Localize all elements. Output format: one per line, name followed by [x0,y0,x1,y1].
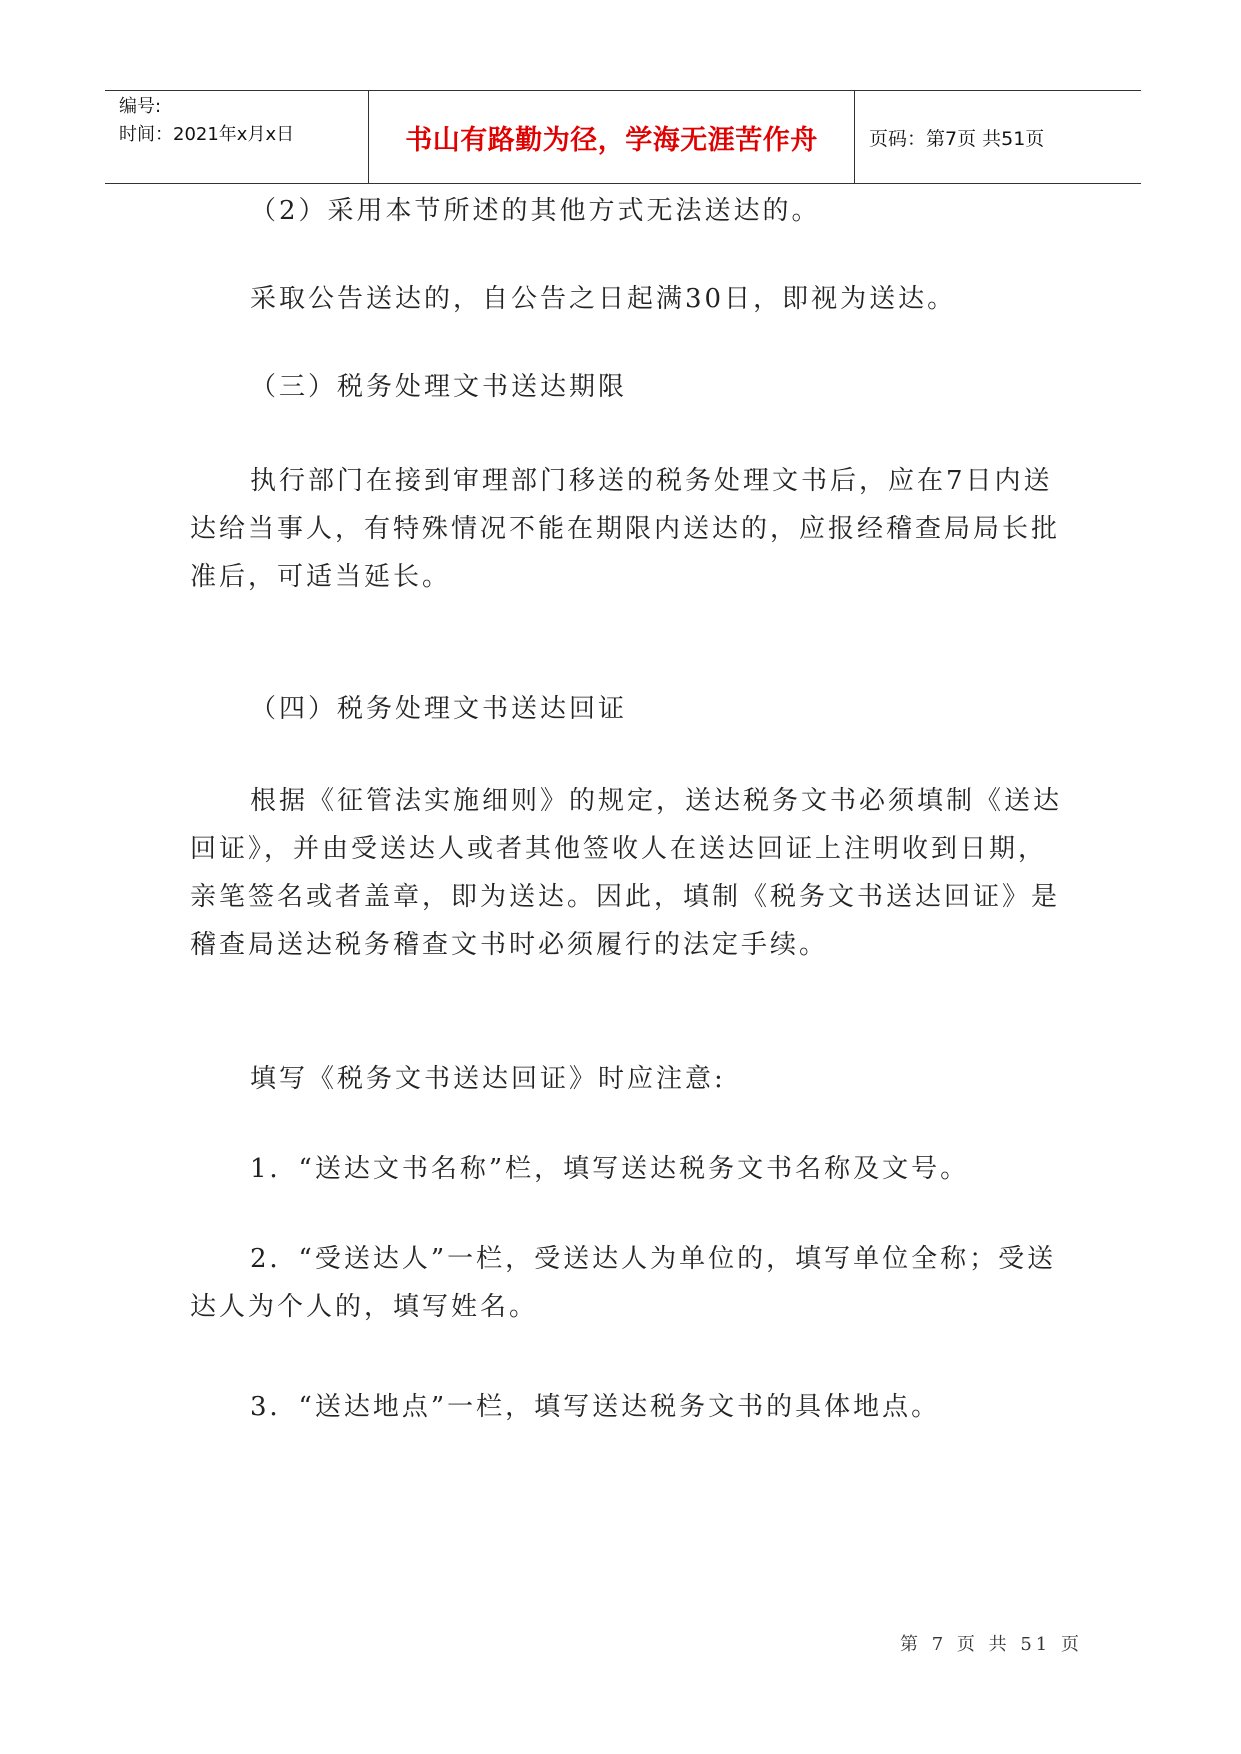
section-heading: （三）税务处理文书送达期限 [250,372,628,402]
list-item: 2．“受送达人”一栏，受送达人为单位的，填写单位全称；受送达人为个人的，填写姓名。 [190,1244,1057,1322]
paragraph: 根据《征管法实施细则》的规定，送达税务文书必须填制《送达回证》，并由受送达人或者其他签收人在送达回证上注明收到日期，亲笔签名或者盖章，即为送达。因此，填制《税务文书送达回证》是稽查局送达税务稽查文书时必须履行的法定手续。 [190,786,1063,960]
list-item: 3．“送达地点”一栏，填写送达税务文书的具体地点。 [250,1392,941,1422]
paragraph: 填写《税务文书送达回证》时应注意: [250,1064,726,1094]
page-header [105,90,1141,184]
section-heading: （四）税务处理文书送达回证 [250,694,628,724]
list-item: 1．“送达文书名称”栏，填写送达税务文书名称及文号。 [250,1154,970,1184]
paragraph: （2）采用本节所述的其他方式无法送达的。 [250,196,821,226]
paragraph: 执行部门在接到审理部门移送的税务处理文书后，应在7日内送达给当事人，有特殊情况不能在期限内送达的，应报经稽查局局长批准后，可适当延长。 [190,466,1061,592]
serial-label: 编号: [119,96,162,117]
page-footer: 第 7 页 共 51 页 [900,1634,1083,1655]
time-label: 时间：2021年x月x日 [119,124,295,145]
header-page-label: 页码：第7页 共51页 [869,127,1045,150]
header-slogan: 书山有路勤为径，学海无涯苦作舟 [369,91,855,183]
header-meta [105,91,369,183]
paragraph: 采取公告送达的，自公告之日起满30日，即视为送达。 [250,284,957,314]
